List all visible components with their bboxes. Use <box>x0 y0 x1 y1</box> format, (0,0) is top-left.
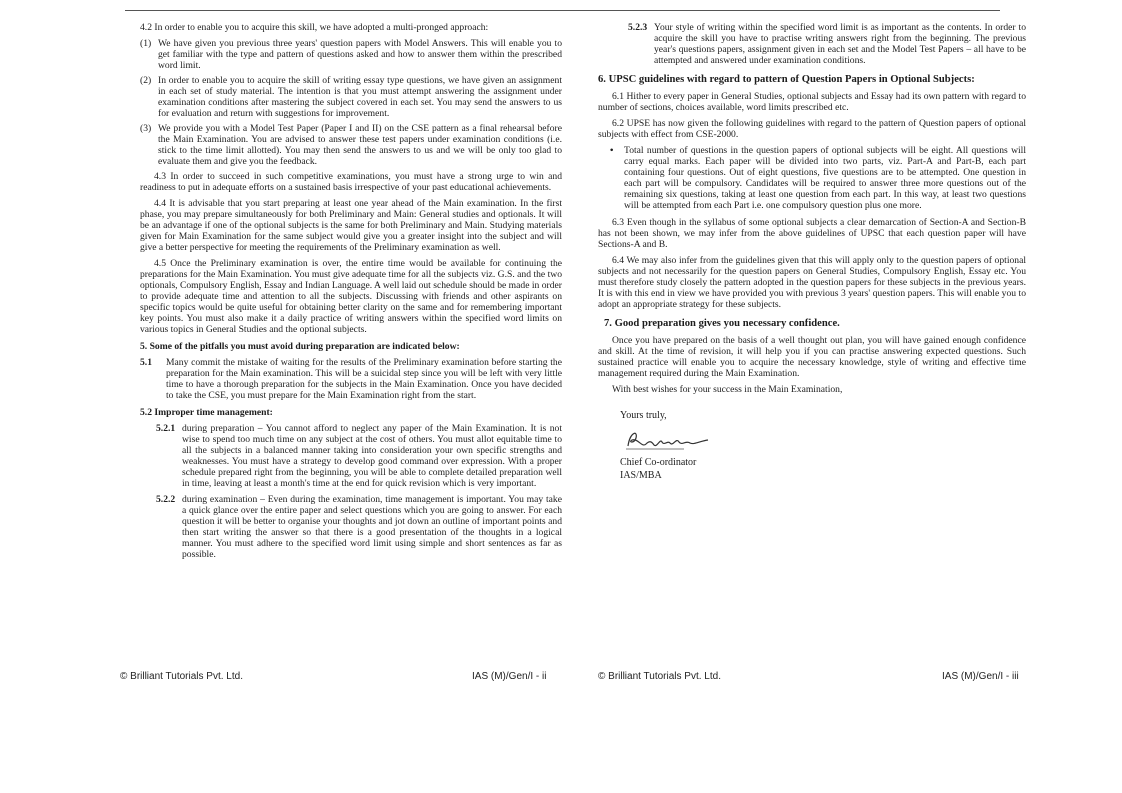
intro-paragraph: 4.2 In order to enable you to acquire this skill, we have adopted a multi-pronged approach: <box>140 22 489 33</box>
signature-block <box>598 409 1026 482</box>
approach-item <box>140 75 562 119</box>
approach-item <box>140 123 562 167</box>
item-5-2-heading: 5.2 Improper time management: <box>140 407 273 418</box>
left-page <box>140 22 562 662</box>
left-footer-publisher: © Brilliant Tutorials Pvt. Ltd. <box>120 671 243 682</box>
item-5-2-2-number: 5.2.2 <box>156 494 176 505</box>
item-5-1 <box>140 357 562 401</box>
paragraph-6-1: 6.1 Hither to every paper in General Studies, optional subjects and Essay had its own pattern with regard to number of sections, choices available, word limits prescribed etc. <box>598 91 1026 113</box>
approach-item <box>140 38 562 71</box>
item-5-2-1 <box>140 423 562 489</box>
left-footer-page-number: IAS (M)/Gen/I - ii <box>472 671 547 682</box>
signoff: Yours truly, <box>620 410 667 421</box>
approach-item-text: We have given you previous three years' question papers with Model Answers. This will enable you to get familiar with the type and pattern of questions asked and how to answer them within the prescribed word limit. <box>158 38 562 71</box>
right-page <box>598 22 1026 662</box>
paragraph-6-3: 6.3 Even though in the syllabus of some optional subjects a clear demarcation of Section-A and Section-B has not been shown, we may infer from the above guidelines of UPSC that each question paper will have Sections-A and B. <box>598 217 1026 250</box>
guideline-bullet <box>610 145 1026 211</box>
approach-item-text: In order to enable you to acquire the skill of writing essay type questions, we have given an assignment in each set of study material. The intention is that you must attempt answering the assignment under examination conditions after mastering the subject covered in each set. You may send the answers to us for evaluation and return with suggestions for improvement. <box>158 75 562 119</box>
paragraph-4-5: 4.5 Once the Preliminary examination is over, the entire time would be available for continuing the preparations for the Main Examination. You must give adequate time for all the subjects viz. G.S. and the two optionals, Compulsory English, Essay and Indian Language. A well laid out schedule should be made in order to provide adequate time and attention to all the subjects. Discussing with friends and other aspirants on specific topics would be quite useful for obtaining better clarity on the same and for remembering important key points. You must also make it a daily practice of writing answers within the specified word limits on various topics in General Studies and the optional subjects. <box>140 258 562 335</box>
section-5-heading: 5. Some of the pitfalls you must avoid during preparation are indicated below: <box>140 341 460 352</box>
item-5-2-3-number: 5.2.3 <box>628 22 648 33</box>
item-5-1-text: Many commit the mistake of waiting for the results of the Preliminary examination before starting the preparation for the Main examination. This will be a suicidal step since you will be left with very little time to have a thorough preparation for the subjects in the Main Examination. Once you have decided to take the CSE, you must prepare for the Main Examination right from the start. <box>166 357 562 401</box>
handwritten-signature <box>624 428 714 452</box>
bullet-icon: • <box>610 145 614 156</box>
paragraph-7: Once you have prepared on the basis of a well thought out plan, you will have gained enough confidence and skill. At the time of revision, it will help you if you can practise answering expected questions. Such sustained practice will enable you to acquire the necessary knowledge, style of writing and effective time management required during the Main Examination. <box>598 335 1026 379</box>
approach-item-number: (3) <box>140 123 152 134</box>
item-5-2-1-number: 5.2.1 <box>156 423 176 434</box>
section-7-heading: 7. Good preparation gives you necessary confidence. <box>604 318 840 329</box>
signer-title: Chief Co-ordinator <box>620 457 697 468</box>
top-rule <box>125 10 1000 11</box>
paragraph-6-4: 6.4 We may also infer from the guidelines given that this will apply only to the question papers of optional subjects and not necessarily for the question papers on General Studies, Compulsory English, Essay etc. You must therefore study closely the pattern adopted in the question papers for these subjects in the previous years. It is with this end in view we have provided you with previous 3 years' question papers. This will enable you to adopt an appropriate strategy for these subjects. <box>598 255 1026 310</box>
paragraph-4-3: 4.3 In order to succeed in such competitive examinations, you must have a strong urge to win and readiness to put in adequate efforts on a sustained basis irrespective of your past educational achievements. <box>140 171 562 193</box>
closing-line: With best wishes for your success in the Main Examination, <box>612 384 843 395</box>
approach-item-text: We provide you with a Model Test Paper (Paper I and II) on the CSE pattern as a final rehearsal before the Main Examination. You are advised to answer these test papers under examination conditions (i.e. stick to the time limit allotted). You may then send the answers to us and we will be only too glad to evaluate them and give you the feedback. <box>158 123 562 167</box>
guideline-bullet-text: Total number of questions in the question papers of optional subjects will be eight. All questions will carry equal marks. Each paper will be divided into two parts, viz. Part-A and Part-B, each part containing four questions. Out of eight questions, five questions are to be attempted. One question in each part will be compulsory. Candidates will be required to answer three more questions out of the remaining six questions, taking at least one question from each part. In this way, at least two questions will be attempted from each Part i.e. one compulsory question plus one more. <box>624 145 1026 211</box>
item-5-2-2-text: during examination – Even during the examination, time management is important. You may take a quick glance over the entire paper and select questions which you are going to answer. For each question it will be better to organise your thoughts and jot down an outline of important points and then start writing the answer so that there is a good presentation of the thoughts in a logical manner. You must adhere to the specified word limit using simple and short sentences as far as possible. <box>182 494 562 560</box>
signer-org: IAS/MBA <box>620 470 662 481</box>
section-6-heading: 6. UPSC guidelines with regard to pattern of Question Papers in Optional Subjects: <box>598 74 975 85</box>
right-footer-publisher: © Brilliant Tutorials Pvt. Ltd. <box>598 671 721 682</box>
approach-item-number: (2) <box>140 75 152 86</box>
item-5-1-number: 5.1 <box>140 357 152 368</box>
paragraph-4-4: 4.4 It is advisable that you start preparing at least one year ahead of the Main examination. In the first phase, you may prepare simultaneously for both Preliminary and Main: General studies and optionals. It will be an advantage if one of the optional subjects is the same for both Preliminary and Main. Studying materials given for Main Examination for the same subject would give you a greater insight into the subject and will give a better perspective for meeting the requirements of the Preliminary examination as well. <box>140 198 562 253</box>
paragraph-6-2: 6.2 UPSE has now given the following guidelines with regard to the pattern of Question papers of optional subjects with effect from CSE-2000. <box>598 118 1026 140</box>
item-5-2-3 <box>598 22 1026 66</box>
item-5-2-1-text: during preparation – You cannot afford to neglect any paper of the Main Examination. It is not wise to spend too much time on any subject at the cost of others. You must allot equitable time to all the subjects in a balanced manner taking into consideration your own specific strengths and weaknesses. You must have a strategy to develop good command over expression. With a proper schedule prepared right from the beginning, you will be able to complete detailed preparation well in time, leaving at least a month's time at the end for quick revision which is very important. <box>182 423 562 489</box>
item-5-2-3-text: Your style of writing within the specified word limit is as important as the contents. In order to acquire the skill you have to practise writing answers right from the beginning. The previous year's questions papers, assignment given in each set and the Model Test Papers – all have to be attempted and answered under examination conditions. <box>654 22 1026 66</box>
right-footer-page-number: IAS (M)/Gen/I - iii <box>942 671 1019 682</box>
item-5-2-2 <box>140 494 562 560</box>
approach-item-number: (1) <box>140 38 152 49</box>
